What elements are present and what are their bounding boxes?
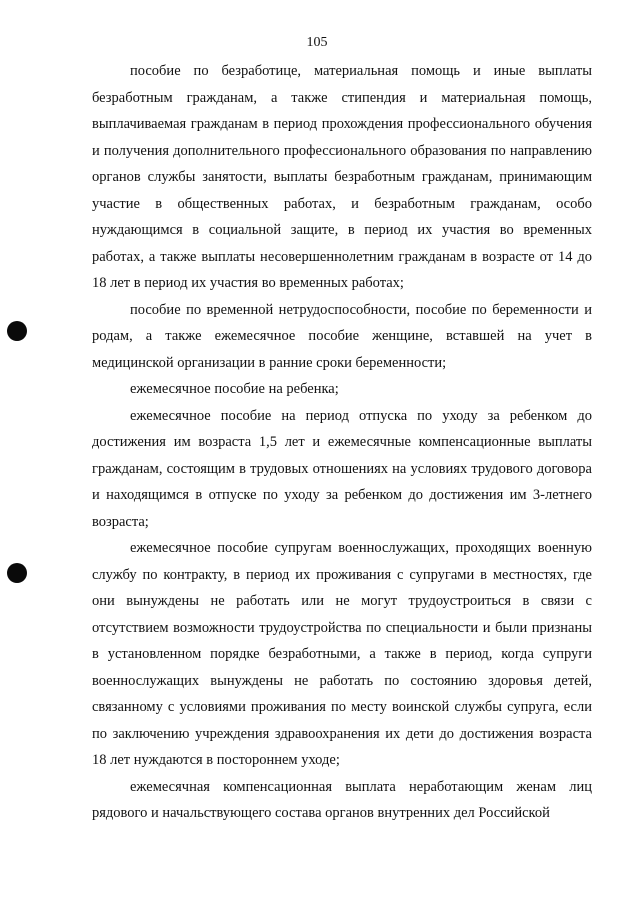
paragraph-child-allowance: ежемесячное пособие на ребенка; [130, 381, 339, 397]
punch-hole [7, 563, 27, 583]
paragraph-military-spouses: ежемесячное пособие супругам военнослужащих, проходящих военную службу по контракту, в период их проживания с супругами в местностях, где они вынуждены не работать или не могут трудоустроиться в связи с отсутствием возможности трудоустройства по специальности и были признаны в установленном порядке безработными, а также в период, когда супруги военнослужащих вынуждены не работать по состоянию здоровья детей, связанному с условиями проживания по месту воинской службы супруга, если по заключению учреждения здравоохранения их дети до достижения возраста 18 лет нуждаются в постороннем уходе; [92, 540, 592, 768]
page-number: 105 [306, 35, 328, 50]
punch-hole [7, 321, 27, 341]
paragraph-unemployment-benefits: пособие по безработице, материальная помощь и иные выплаты безработным гражданам, а также стипендия и материальная помощь, выплачиваемая гражданам в период прохождения профессионального обучения и получения дополнительного профессионального образования по направлению органов службы занятости, выплаты безработным гражданам, принимающим участие в общественных работах, и безработным гражданам, особо нуждающимся в социальной защите, в период их участия во временных работах, а также выплаты несовершеннолетним гражданам в возрасте от 14 до 18 лет в период их участия во временных работах; [92, 63, 592, 291]
paragraph-childcare-leave: ежемесячное пособие на период отпуска по уходу за ребенком до достижения им возраста 1,5 лет и ежемесячные компенсационные выплаты гражданам, состоящим в трудовых отношениях на условиях трудового договора и находящимся в отпуске по уходу за ребенком до достижения им 3-летнего возраста; [92, 407, 592, 530]
paragraph-sick-leave-maternity: пособие по временной нетрудоспособности, пособие по беременности и родам, а также ежемесячное пособие женщине, вставшей на учет в медицинской организации в ранние сроки беременности; [92, 301, 592, 371]
paragraph-compensation-wives: ежемесячная компенсационная выплата неработающим женам лиц рядового и начальствующего состава органов внутренних дел Российской [92, 778, 592, 821]
document-body [92, 58, 592, 827]
